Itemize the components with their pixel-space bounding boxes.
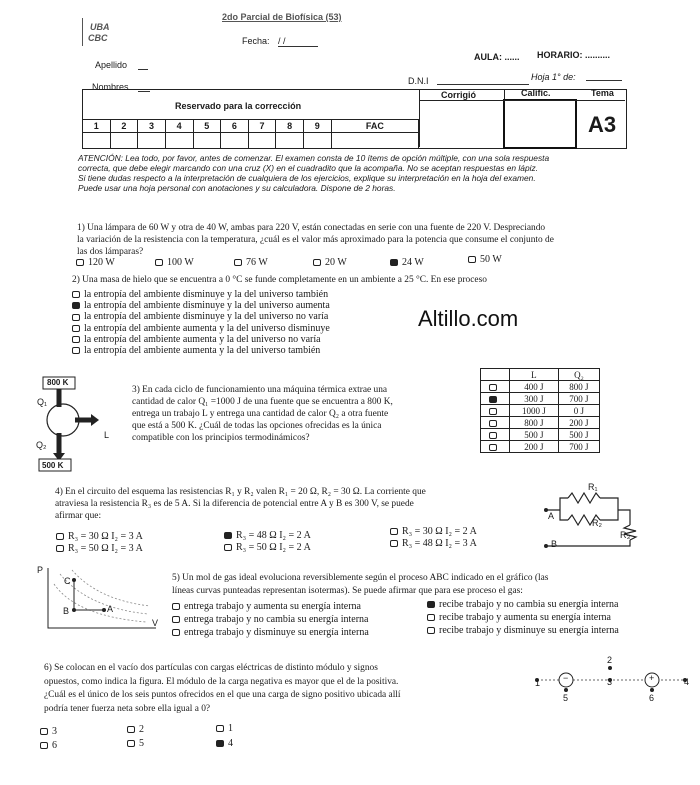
table-header: Q₂ — [558, 369, 599, 381]
q3-stem-line: compatible con los principios termodinámicos? — [132, 433, 310, 443]
table-row[interactable] — [481, 441, 600, 453]
hot-temp-label: 800 K — [47, 378, 69, 387]
b-point-label: B — [63, 606, 70, 616]
dni-field[interactable] — [437, 84, 529, 85]
grid-cell: 9 — [304, 120, 332, 133]
apellido-field[interactable] — [138, 69, 148, 70]
l-label: L — [104, 430, 110, 440]
option-label: 3 — [52, 726, 57, 737]
q6-stem-line: 6) Se colocan en el vacío dos partículas con cargas eléctricas de distinto módulo y signos — [44, 663, 378, 673]
cbc-label: CBC — [88, 33, 108, 43]
option-label: R₃ = 48 Ω I₂ = 2 A — [236, 530, 311, 541]
grid-answer-cell[interactable] — [221, 133, 249, 149]
option-label: 50 W — [480, 254, 502, 265]
grid-answer-cell[interactable] — [165, 133, 193, 149]
node-b — [544, 544, 548, 548]
checkbox[interactable] — [172, 629, 180, 636]
cell-l: 400 J — [510, 381, 559, 393]
question-4 — [55, 486, 426, 522]
cell-l: 1000 J — [510, 405, 559, 417]
cell-l: 500 J — [510, 429, 559, 441]
q3-stem-line: entrega un trabajo L y entrega una cantidad de calor Q₂ a otra fuente — [132, 409, 389, 419]
option-label: la entropía del ambiente disminuye y la del universo también — [84, 289, 329, 300]
point-2 — [608, 666, 612, 670]
q1-stem-line: la variación de la resistencia con la temperatura, ¿cuál es el valor más aproximado para la potencia que consume el conjunto de — [77, 235, 554, 245]
instructions — [78, 153, 658, 193]
cell-l: 300 J — [510, 393, 559, 405]
q2-options — [72, 289, 330, 356]
checkbox[interactable] — [390, 540, 398, 547]
q1-option[interactable] — [155, 257, 194, 268]
q1-label: Q₁ — [37, 397, 48, 407]
option-label: 5 — [139, 738, 144, 749]
q4-option[interactable] — [56, 531, 143, 542]
apellido-label: Apellido — [95, 60, 128, 70]
checkbox[interactable] — [56, 533, 64, 540]
option-label: entrega trabajo y no cambia su energía interna — [184, 614, 369, 625]
option-label: 24 W — [402, 257, 424, 268]
table-row[interactable] — [481, 393, 600, 405]
grid-answer-cell[interactable] — [304, 133, 332, 149]
checkbox[interactable] — [172, 603, 180, 610]
grid-cell: 2 — [110, 120, 138, 133]
point-c — [72, 578, 76, 582]
checkbox-checked[interactable] — [224, 532, 232, 539]
grid-cell: 7 — [248, 120, 276, 133]
grid-answer-cell[interactable] — [110, 133, 138, 149]
r1-resistor — [568, 493, 600, 503]
watermark: Altillo.com — [418, 306, 519, 331]
v-axis-label: V — [152, 618, 159, 628]
grid-answer-cell[interactable] — [276, 133, 304, 149]
option-label: la entropía del ambiente disminuye y la del universo aumenta — [84, 300, 330, 312]
checkbox-checked[interactable] — [489, 396, 497, 403]
checkbox-cell — [481, 441, 510, 453]
option-label: R₃ = 48 Ω I₂ = 3 A — [402, 538, 477, 549]
calific-label: Calific. — [521, 88, 551, 98]
checkbox[interactable] — [40, 728, 48, 735]
q2-stem: 2) Una masa de hielo que se encuentra a 0 °C se funde completamente en un ambiente a 25 °C. En ese proceso — [72, 275, 487, 285]
question-1 — [77, 222, 677, 258]
q4-stem-line: 4) En el circuito del esquema las resistencias R₁ y R₂ valen R₁ = 20 Ω, R₂ = 30 Ω. La corriente que — [55, 487, 426, 497]
hoja-label: Hoja 1° de: — [531, 72, 576, 82]
arrow-l-head — [91, 414, 99, 426]
q5-stem-line: líneas curvas punteadas representan isotermas). Se puede afirmar que para ese proceso el gas: — [172, 586, 523, 596]
checkbox[interactable] — [234, 259, 242, 266]
checkbox[interactable] — [489, 432, 497, 439]
option-label: 2 — [139, 724, 144, 735]
header-row-line — [419, 100, 625, 101]
table-header-empty — [481, 369, 510, 381]
option-label: recibe trabajo y disminuye su energía interna — [439, 625, 619, 636]
q2-option[interactable] — [72, 345, 330, 356]
q4-option[interactable] — [390, 526, 477, 537]
checkbox[interactable] — [72, 347, 80, 354]
q2-option[interactable] — [72, 334, 330, 345]
cell-q2: 800 J — [558, 381, 599, 393]
checkbox[interactable] — [127, 726, 135, 733]
cell-l: 800 J — [510, 417, 559, 429]
q6-option[interactable] — [216, 738, 233, 749]
point-1-label: 1 — [535, 678, 541, 688]
checkbox[interactable] — [216, 725, 224, 732]
checkbox-checked[interactable] — [390, 259, 398, 266]
uba-label: UBA — [90, 22, 110, 32]
cell-q2: 700 J — [558, 441, 599, 453]
checkbox[interactable] — [468, 256, 476, 263]
option-label: 1 — [228, 723, 233, 734]
q5-option[interactable] — [427, 599, 618, 610]
q1-option[interactable] — [468, 254, 502, 265]
q1-option[interactable] — [390, 257, 424, 268]
r1-label: R₁ — [588, 482, 598, 492]
grid-cell: 1 — [83, 120, 111, 133]
q4-option[interactable] — [56, 543, 143, 554]
grid-answer-cell[interactable] — [83, 133, 111, 149]
negative-sign: − — [563, 673, 569, 683]
option-label: 120 W — [88, 257, 115, 268]
reservado-label: Reservado para la corrección — [175, 101, 302, 111]
option-label: la entropía del ambiente aumenta y la del universo también — [84, 345, 321, 357]
checkbox[interactable] — [72, 336, 80, 343]
question-3 — [132, 384, 393, 444]
checkbox-cell — [481, 429, 510, 441]
cell-q2: 0 J — [558, 405, 599, 417]
circuit-diagram — [540, 480, 685, 555]
option-label: la entropía del ambiente disminuye y la del universo no varía — [84, 311, 329, 323]
checkbox[interactable] — [72, 314, 80, 321]
grid-cell: FAC — [331, 120, 418, 133]
p-axis-label: P — [37, 565, 44, 575]
checkbox-cell — [481, 405, 510, 417]
q6-option[interactable] — [127, 724, 144, 735]
checkbox[interactable] — [224, 544, 232, 551]
page-title: 2do Parcial de Biofísica (53) — [222, 12, 342, 22]
q2-label: Q₂ — [36, 440, 47, 450]
q6-option[interactable] — [216, 723, 233, 734]
checkbox[interactable] — [313, 259, 321, 266]
cell-q2: 200 J — [558, 417, 599, 429]
b-label: B — [551, 539, 558, 549]
question-5 — [172, 572, 548, 598]
checkbox[interactable] — [155, 259, 163, 266]
point-3-label: 3 — [607, 677, 613, 687]
r2-label: R₂ — [592, 518, 602, 528]
grid-answer-cell[interactable] — [138, 133, 166, 149]
option-label: 100 W — [167, 257, 194, 268]
point-2-label: 2 — [607, 655, 613, 665]
grid-answer-cell[interactable] — [248, 133, 276, 149]
q6-stem-line: podría tener fuerza neta sobre ella igual a 0? — [44, 703, 211, 714]
correction-grid — [82, 119, 419, 149]
checkbox[interactable] — [390, 528, 398, 535]
checkbox-cell — [481, 417, 510, 429]
q2-option[interactable] — [72, 300, 330, 311]
q5-option[interactable] — [172, 614, 368, 625]
q1-option[interactable] — [234, 257, 268, 268]
q4-stem-line: atraviesa la resistencia R₃ es de 5 A. Si la diferencia de potencial entre A y B es 300 V, se puede — [55, 499, 414, 509]
checkbox[interactable] — [489, 420, 497, 427]
pv-graph — [36, 566, 161, 636]
c-point-label: C — [64, 576, 71, 586]
q3-options-table — [480, 368, 600, 453]
q1-option[interactable] — [76, 257, 115, 268]
checkbox-checked[interactable] — [216, 740, 224, 747]
tema-label: Tema — [591, 88, 614, 98]
q5-stem-line: 5) Un mol de gas ideal evoluciona reversiblemente según el proceso ABC indicado en el gráfico (las — [172, 573, 549, 583]
r3-label: R₃ — [620, 530, 631, 540]
point-4-label: 4 — [684, 677, 690, 687]
grid-cell: 3 — [138, 120, 166, 133]
grid-answer-cell[interactable] — [331, 133, 418, 149]
engine-circle — [47, 404, 79, 436]
q4-option[interactable] — [390, 538, 477, 549]
checkbox[interactable] — [76, 259, 84, 266]
point-6 — [650, 688, 654, 692]
q1-stem-line: las dos lámparas? — [77, 247, 144, 257]
header — [0, 0, 700, 160]
a-label: A — [548, 511, 555, 521]
checkbox-cell — [481, 393, 510, 405]
option-label: recibe trabajo y no cambia su energía interna — [439, 599, 619, 610]
checkbox[interactable] — [172, 616, 180, 623]
option-label: R₃ = 30 Ω I₂ = 2 A — [402, 526, 477, 537]
dni-label: D.N.I — [408, 76, 429, 86]
q2-option[interactable] — [72, 289, 330, 300]
option-label: entrega trabajo y disminuye su energía interna — [184, 627, 369, 638]
point-5 — [564, 688, 568, 692]
q6-stem-line: opuestos, como indica la figura. El módulo de la carga negativa es mayor que el de la positiva. — [44, 676, 399, 687]
q6-option[interactable] — [40, 740, 57, 751]
option-label: la entropía del ambiente aumenta y la del universo no varía — [84, 333, 321, 345]
q5-option[interactable] — [427, 625, 619, 636]
table-row[interactable] — [481, 417, 600, 429]
option-label: R₃ = 50 Ω I₂ = 2 A — [236, 542, 311, 553]
nombres-label: Nombres — [92, 82, 129, 92]
checkbox[interactable] — [72, 291, 80, 298]
checkbox[interactable] — [489, 444, 497, 451]
horario-label: HORARIO: .......... — [537, 50, 611, 60]
q5-option[interactable] — [427, 612, 611, 623]
point-b — [72, 608, 76, 612]
instructions-line: correcta, que debe elegir marcando con una cruz (X) en el cuadradito que la acompaña. No se aceptan respuestas en lápiz. — [78, 163, 538, 173]
header-left-bracket — [82, 18, 85, 46]
point-6-label: 6 — [649, 693, 655, 703]
point-a — [102, 608, 106, 612]
q2-option[interactable] — [72, 311, 330, 322]
option-label: R₃ = 50 Ω I₂ = 3 A — [68, 543, 143, 554]
q5-option[interactable] — [172, 627, 369, 638]
point-5-label: 5 — [563, 693, 569, 703]
heat-engine-diagram — [35, 375, 125, 475]
q1-option[interactable] — [313, 257, 347, 268]
checkbox[interactable] — [427, 627, 435, 634]
q5-option[interactable] — [172, 601, 361, 612]
table-row[interactable] — [481, 405, 600, 417]
option-label: R₃ = 30 Ω I₂ = 3 A — [68, 531, 143, 542]
option-label: 4 — [228, 738, 233, 749]
option-label: 6 — [52, 740, 57, 751]
checkbox[interactable] — [72, 325, 80, 332]
q3-stem-line: cantidad de calor Q₁ =1000 J de una fuente que se encuentra a 800 K, — [132, 397, 393, 407]
option-label: la entropía del ambiente aumenta y la del universo disminuye — [84, 322, 330, 334]
tema-value: A3 — [588, 112, 617, 137]
cold-temp-label: 500 K — [42, 461, 64, 470]
table-row[interactable] — [481, 381, 600, 393]
q1-stem-line: 1) Una lámpara de 60 W y otra de 40 W, ambas para 220 V, están conectadas en serie con una fuente de 220 V. Despreciando — [77, 223, 546, 233]
checkbox[interactable] — [127, 740, 135, 747]
cell-q2: 500 J — [558, 429, 599, 441]
grid-cell: 4 — [165, 120, 193, 133]
q4-option[interactable] — [224, 530, 311, 541]
checkbox[interactable] — [40, 742, 48, 749]
hoja-field[interactable] — [586, 80, 622, 81]
option-label: entrega trabajo y aumenta su energía interna — [184, 601, 361, 612]
q4-option[interactable] — [224, 542, 311, 553]
q3-stem-line: que está a 500 K. ¿Cuál de todas las opciones ofrecidas es la única — [132, 421, 382, 431]
grid-answer-cell[interactable] — [193, 133, 221, 149]
checkbox[interactable] — [427, 614, 435, 621]
instructions-line: ATENCIÓN: Lea todo, por favor, antes de comenzar. El examen consta de 10 ítems de opción múltiple, con una sola respuesta — [78, 153, 550, 163]
a-point-label: A — [107, 604, 114, 614]
checkbox-cell — [481, 381, 510, 393]
q3-stem-line: 3) En cada ciclo de funcionamiento una máquina térmica extrae una — [132, 385, 388, 395]
checkbox[interactable] — [489, 384, 497, 391]
option-label: 76 W — [246, 257, 268, 268]
q2-option[interactable] — [72, 323, 330, 334]
cell-q2: 700 J — [558, 393, 599, 405]
q6-option[interactable] — [127, 738, 144, 749]
aula-label: AULA: ...... — [474, 52, 520, 62]
calific-box[interactable] — [503, 99, 577, 149]
checkbox[interactable] — [56, 545, 64, 552]
table-row[interactable] — [481, 429, 600, 441]
option-label: 20 W — [325, 257, 347, 268]
fecha-value[interactable]: / / — [278, 36, 318, 47]
grid-cell: 6 — [221, 120, 249, 133]
checkbox[interactable] — [489, 408, 497, 415]
q6-stem-line: ¿Cuál es el único de los seis puntos ofrecidos en el que una carga de signo positivo ubicada allí — [44, 690, 401, 700]
instructions-line: Si tiene dudas respecto a la interpretación de cualquiera de los ejercicios, explique su interpretación en la hoja del examen. — [78, 173, 536, 183]
corrigio-label: Corrigió — [441, 90, 476, 100]
grid-cell: 8 — [276, 120, 304, 133]
table-header: L — [510, 369, 559, 381]
checkbox-checked[interactable] — [72, 302, 80, 309]
checkbox-checked[interactable] — [427, 601, 435, 608]
cell-l: 200 J — [510, 441, 559, 453]
instructions-line: Puede usar una hoja personal con anotaciones y su calculadora. Dispone de 2 horas. — [78, 183, 396, 193]
fecha-label: Fecha: — [242, 36, 270, 46]
positive-sign: + — [649, 673, 655, 683]
question-6 — [44, 662, 401, 716]
isotherm — [72, 570, 150, 606]
option-label: recibe trabajo y aumenta su energía interna — [439, 612, 611, 623]
q6-option[interactable] — [40, 726, 57, 737]
grid-cell: 5 — [193, 120, 221, 133]
q4-stem-line: afirmar que: — [55, 511, 102, 521]
